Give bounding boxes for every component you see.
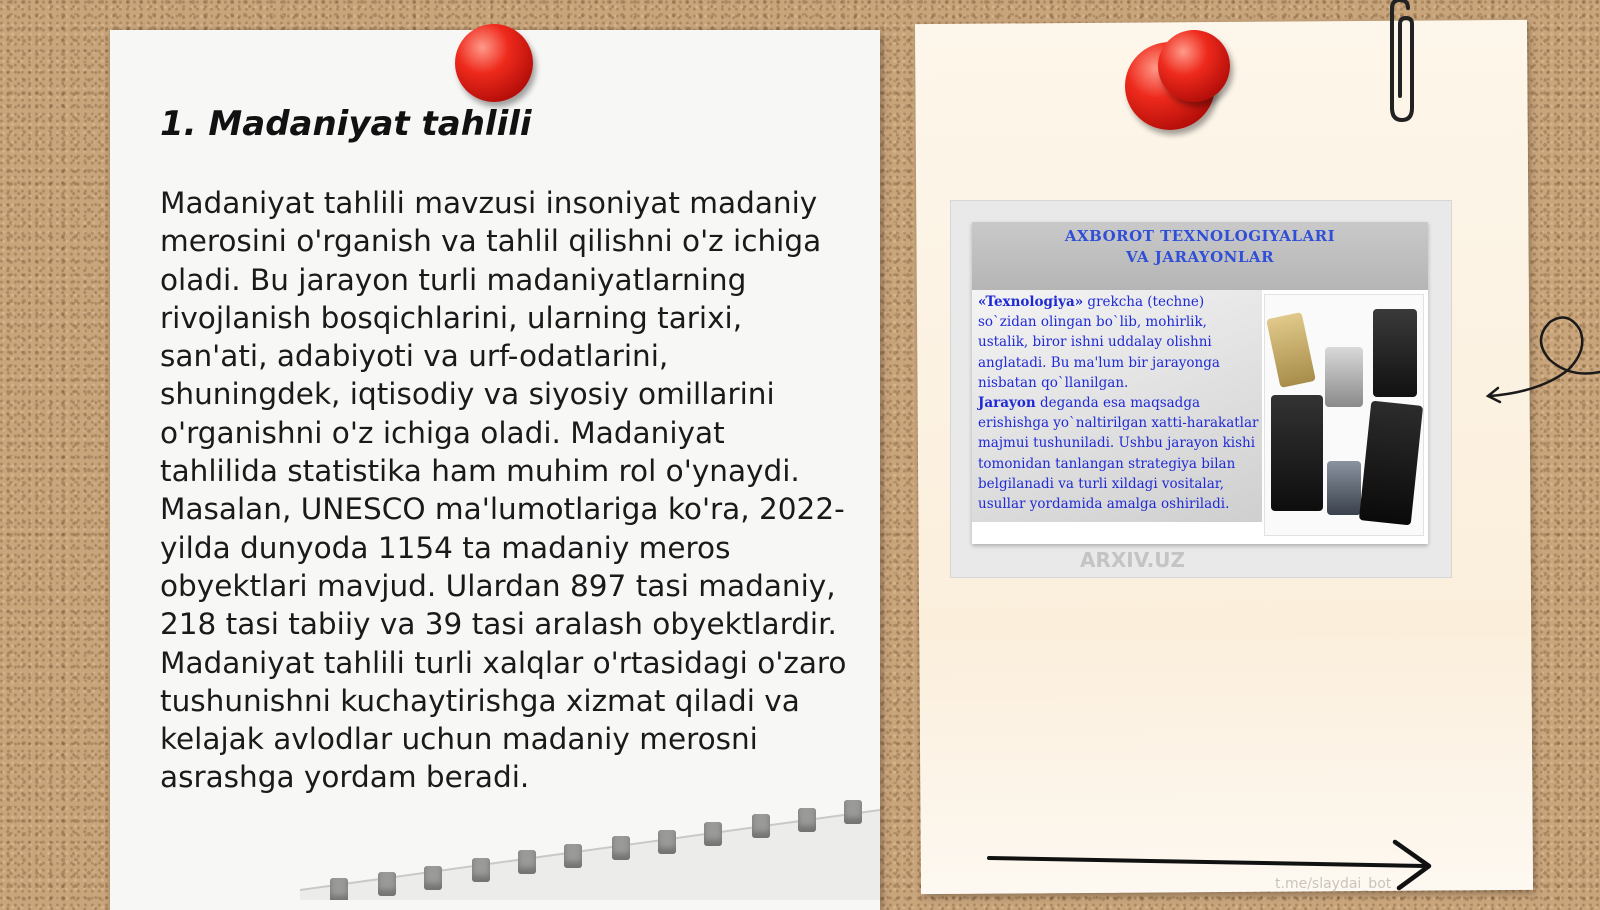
slide-watermark: ARXIV.UZ <box>1080 548 1185 572</box>
computers-photo <box>1264 294 1424 536</box>
slide-image <box>972 222 1428 572</box>
slide-definition: deganda esa maqsadga erishishga yo`naltirilgan xatti-harakatlar majmui tushuniladi. Ushbu jarayon kishi tomonidan tanlangan strategiya bilan belgilanadi va turli xildagi vositalar, usullar yordamida amalga oshiriladi. <box>978 395 1259 513</box>
perforation-hole <box>798 808 816 832</box>
slide-term: «Texnologiya» <box>978 294 1084 310</box>
section-paragraph: Madaniyat tahlili mavzusi insoniyat madaniy merosini o'rganish va tahlil qilishni o'z ichiga oladi. Bu jarayon turli madaniyatlarning rivojlanish bosqichlarini, ularning tarixi, san'ati, adabiyoti va urf-odatlarini, shuningdek, iqtisodiy va siyosiy omillarini o'rganishni o'z ichiga oladi. Madaniyat tahlilida statistika ham muhim rol o'ynaydi. Masalan, UNESCO ma'lumotlariga ko'ra, 2022-yilda dunyoda 1154 ta madaniy meros obyektlari mavjud. Ulardan 897 tasi madaniy, 218 tasi tabiiy va 39 tasi aralash obyektlardir. Madaniyat tahlili turli xalqlar o'rtasidagi o'zaro tushunishni kuchaytirishga xizmat qiladi va kelajak avlodlar uchun madaniy merosni asrashga yordam beradi. <box>160 186 847 795</box>
perforation-hole <box>704 822 722 846</box>
slide-header-line: AXBOROT TEXNOLOGIYALARI <box>1064 227 1336 245</box>
perforation-hole <box>658 830 676 854</box>
curly-arrow-icon <box>1480 300 1600 410</box>
section-title: 1. Madaniyat tahlili <box>160 104 532 144</box>
slide-term: Jarayon <box>978 395 1036 412</box>
slide-text <box>978 292 1260 514</box>
bot-handle-watermark: t.me/slaydai_bot <box>1275 876 1392 892</box>
laptop-icon <box>1266 312 1316 388</box>
perforation-hole <box>844 800 862 824</box>
perforation-hole <box>752 814 770 838</box>
laptop-icon <box>1271 395 1323 511</box>
slide-header-line: VA JARAYONLAR <box>1125 248 1275 266</box>
push-pin-icon <box>455 24 533 102</box>
laptop-icon <box>1359 401 1423 526</box>
slide-text-area <box>972 290 1262 522</box>
perforation-hole <box>330 878 348 900</box>
perforation-hole <box>424 866 442 890</box>
laptop-icon <box>1327 461 1361 515</box>
torn-paper-edge <box>300 790 880 900</box>
slide-header <box>972 222 1428 290</box>
laptop-icon <box>1373 309 1417 397</box>
push-pin-icon <box>1158 30 1230 102</box>
perforation-hole <box>518 850 536 874</box>
perforation-hole <box>612 836 630 860</box>
laptop-icon <box>1325 347 1363 407</box>
slide-definition: grekcha (techne) so`zidan olingan bo`lib, mohirlik, ustalik, biror ishni uddalay olishni anglatadi. Bu ma'lum bir jarayonga nisbatan qo`llanilgan. <box>978 294 1220 391</box>
perforation-hole <box>564 844 582 868</box>
paper-clip-icon <box>1378 0 1422 124</box>
perforation-hole <box>472 858 490 882</box>
perforation-hole <box>378 872 396 896</box>
